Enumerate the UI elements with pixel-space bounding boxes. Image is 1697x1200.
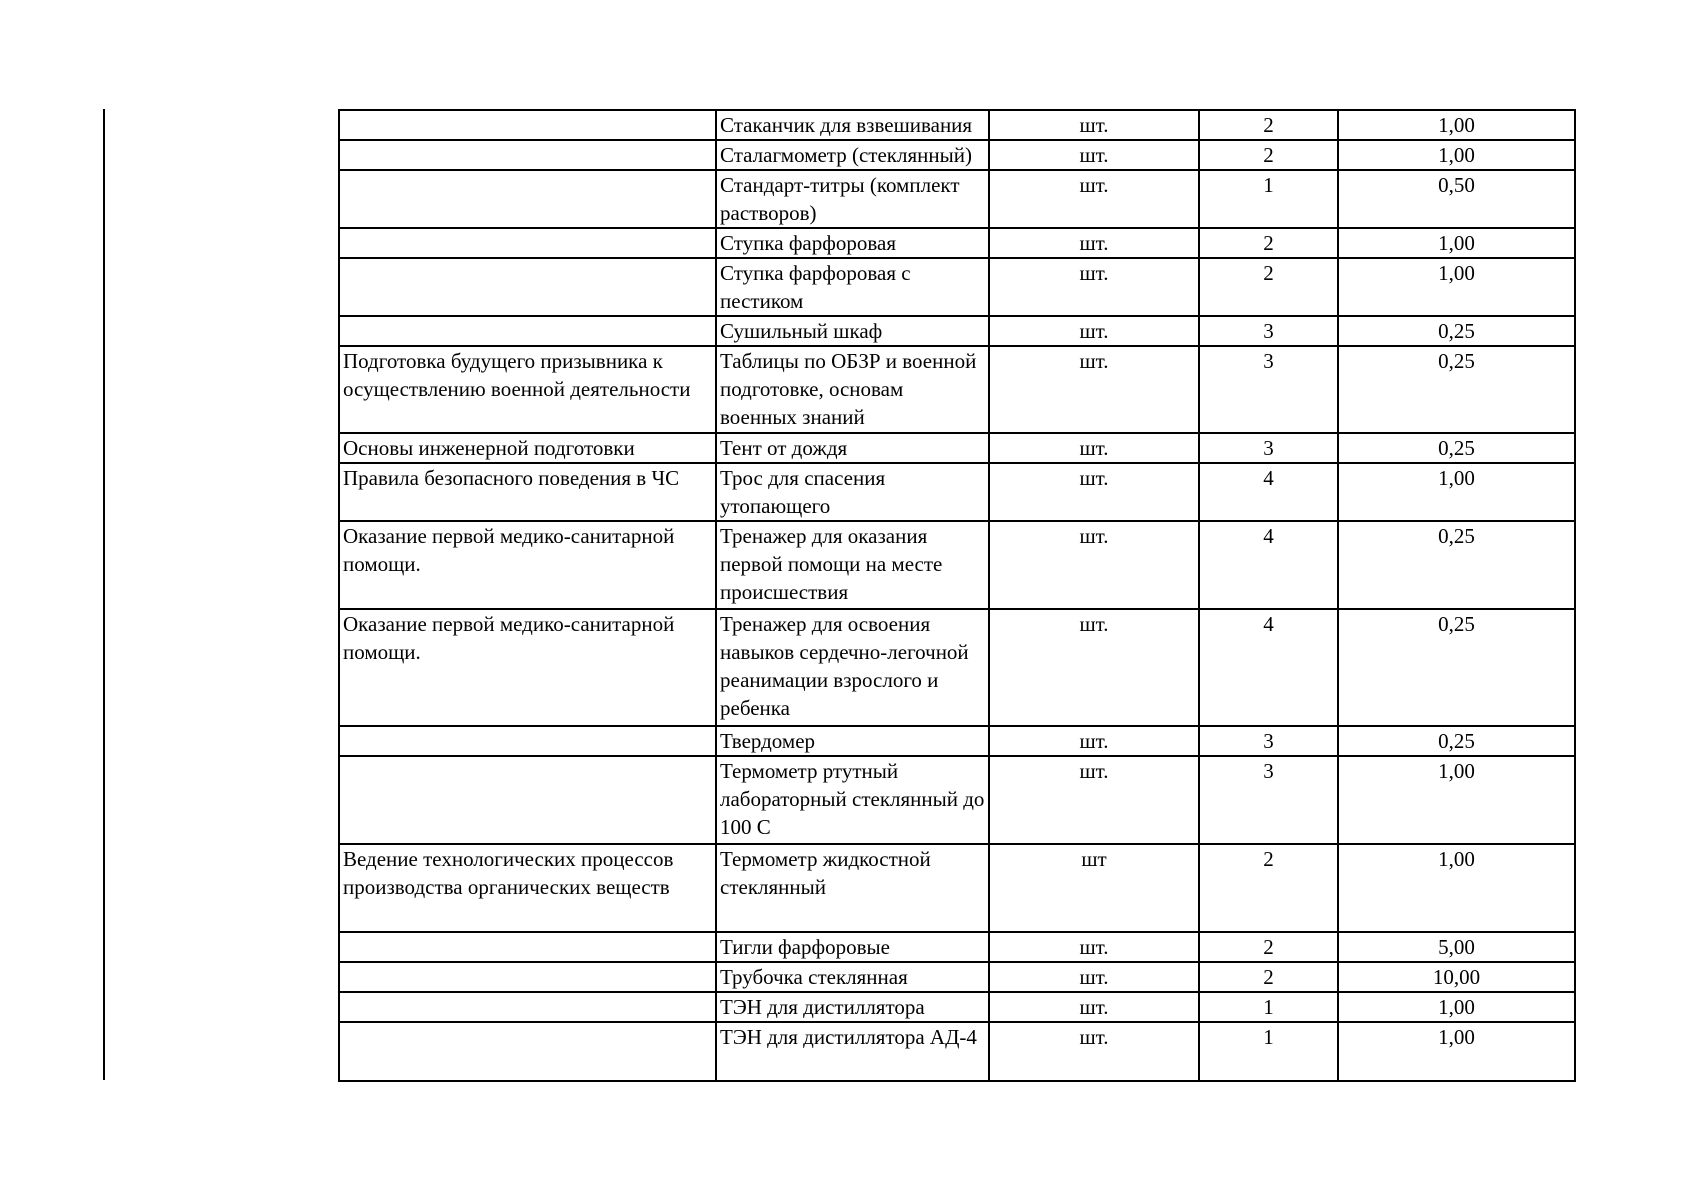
table-row [339,463,1575,521]
item-name-cell: Тренажер для освоения навыков сердечно-легочной реанимации взрослого и ребенка [716,609,989,726]
table-row [339,140,1575,170]
item-name-cell: Сталагмометр (стеклянный) [716,140,989,170]
item-name-cell: Твердомер [716,726,989,756]
coefficient-cell: 5,00 [1338,932,1575,962]
coefficient-cell: 0,25 [1338,316,1575,346]
equipment-table-container [338,109,1576,1082]
quantity-cell: 3 [1199,316,1338,346]
unit-cell: шт. [989,228,1199,258]
coefficient-cell: 0,25 [1338,609,1575,726]
item-name-cell: Трубочка стеклянная [716,962,989,992]
unit-cell: шт. [989,258,1199,316]
item-name-cell: Стаканчик для взвешивания [716,110,989,140]
item-name-cell: ТЭН для дистиллятора [716,992,989,1022]
table-row [339,1022,1575,1081]
item-name-cell: Стандарт-титры (комплект растворов) [716,170,989,228]
coefficient-cell: 0,25 [1338,346,1575,433]
item-name-cell: ТЭН для дистиллятора АД-4 [716,1022,989,1081]
topic-cell: Оказание первой медико-санитарной помощи. [339,609,716,726]
unit-cell: шт. [989,140,1199,170]
item-name-cell: Сушильный шкаф [716,316,989,346]
item-name-cell: Термометр ртутный лабораторный стеклянный до 100 С [716,756,989,844]
unit-cell: шт. [989,726,1199,756]
quantity-cell: 4 [1199,463,1338,521]
coefficient-cell: 0,25 [1338,726,1575,756]
quantity-cell: 3 [1199,346,1338,433]
item-name-cell: Тренажер для оказания первой помощи на месте происшествия [716,521,989,609]
unit-cell: шт. [989,110,1199,140]
unit-cell: шт. [989,609,1199,726]
topic-cell: Правила безопасного поведения в ЧС [339,463,716,521]
table-row [339,844,1575,932]
unit-cell: шт. [989,992,1199,1022]
coefficient-cell: 1,00 [1338,140,1575,170]
table-row [339,170,1575,228]
quantity-cell: 4 [1199,609,1338,726]
quantity-cell: 2 [1199,140,1338,170]
table-row [339,521,1575,609]
topic-cell: Ведение технологических процессов производства органических веществ [339,844,716,932]
quantity-cell: 2 [1199,110,1338,140]
quantity-cell: 1 [1199,1022,1338,1081]
topic-cell [339,258,716,316]
quantity-cell: 3 [1199,726,1338,756]
table-row [339,756,1575,844]
table-row [339,726,1575,756]
item-name-cell: Трос для спасения утопающего [716,463,989,521]
unit-cell: шт. [989,316,1199,346]
coefficient-cell: 10,00 [1338,962,1575,992]
table-row [339,258,1575,316]
coefficient-cell: 1,00 [1338,228,1575,258]
item-name-cell: Ступка фарфоровая с пестиком [716,258,989,316]
topic-cell [339,228,716,258]
table-row [339,962,1575,992]
quantity-cell: 1 [1199,170,1338,228]
topic-cell [339,726,716,756]
topic-cell [339,316,716,346]
item-name-cell: Таблицы по ОБЗР и военной подготовке, основам военных знаний [716,346,989,433]
coefficient-cell: 0,25 [1338,433,1575,463]
topic-cell [339,140,716,170]
topic-cell [339,992,716,1022]
topic-cell [339,962,716,992]
coefficient-cell: 1,00 [1338,756,1575,844]
table-row [339,110,1575,140]
unit-cell: шт. [989,346,1199,433]
coefficient-cell: 1,00 [1338,844,1575,932]
quantity-cell: 2 [1199,258,1338,316]
item-name-cell: Ступка фарфоровая [716,228,989,258]
item-name-cell: Тигли фарфоровые [716,932,989,962]
coefficient-cell: 1,00 [1338,1022,1575,1081]
quantity-cell: 2 [1199,932,1338,962]
topic-cell: Подготовка будущего призывника к осуществлению военной деятельности [339,346,716,433]
table-row [339,433,1575,463]
table-row [339,316,1575,346]
unit-cell: шт. [989,433,1199,463]
quantity-cell: 3 [1199,433,1338,463]
topic-cell [339,756,716,844]
quantity-cell: 4 [1199,521,1338,609]
unit-cell: шт [989,844,1199,932]
topic-cell [339,110,716,140]
quantity-cell: 2 [1199,962,1338,992]
item-name-cell: Термометр жидкостной стеклянный [716,844,989,932]
table-row [339,932,1575,962]
coefficient-cell: 1,00 [1338,110,1575,140]
unit-cell: шт. [989,932,1199,962]
table-row [339,992,1575,1022]
table-row [339,609,1575,726]
coefficient-cell: 1,00 [1338,992,1575,1022]
page-margin-line [103,109,105,1080]
equipment-table [338,109,1576,1082]
quantity-cell: 2 [1199,228,1338,258]
topic-cell [339,1022,716,1081]
unit-cell: шт. [989,521,1199,609]
unit-cell: шт. [989,1022,1199,1081]
coefficient-cell: 1,00 [1338,463,1575,521]
topic-cell: Основы инженерной подготовки [339,433,716,463]
topic-cell: Оказание первой медико-санитарной помощи. [339,521,716,609]
unit-cell: шт. [989,170,1199,228]
topic-cell [339,932,716,962]
unit-cell: шт. [989,463,1199,521]
coefficient-cell: 1,00 [1338,258,1575,316]
table-body [339,110,1575,1081]
quantity-cell: 3 [1199,756,1338,844]
table-row [339,346,1575,433]
coefficient-cell: 0,50 [1338,170,1575,228]
unit-cell: шт. [989,756,1199,844]
item-name-cell: Тент от дождя [716,433,989,463]
quantity-cell: 1 [1199,992,1338,1022]
topic-cell [339,170,716,228]
table-row [339,228,1575,258]
quantity-cell: 2 [1199,844,1338,932]
unit-cell: шт. [989,962,1199,992]
coefficient-cell: 0,25 [1338,521,1575,609]
